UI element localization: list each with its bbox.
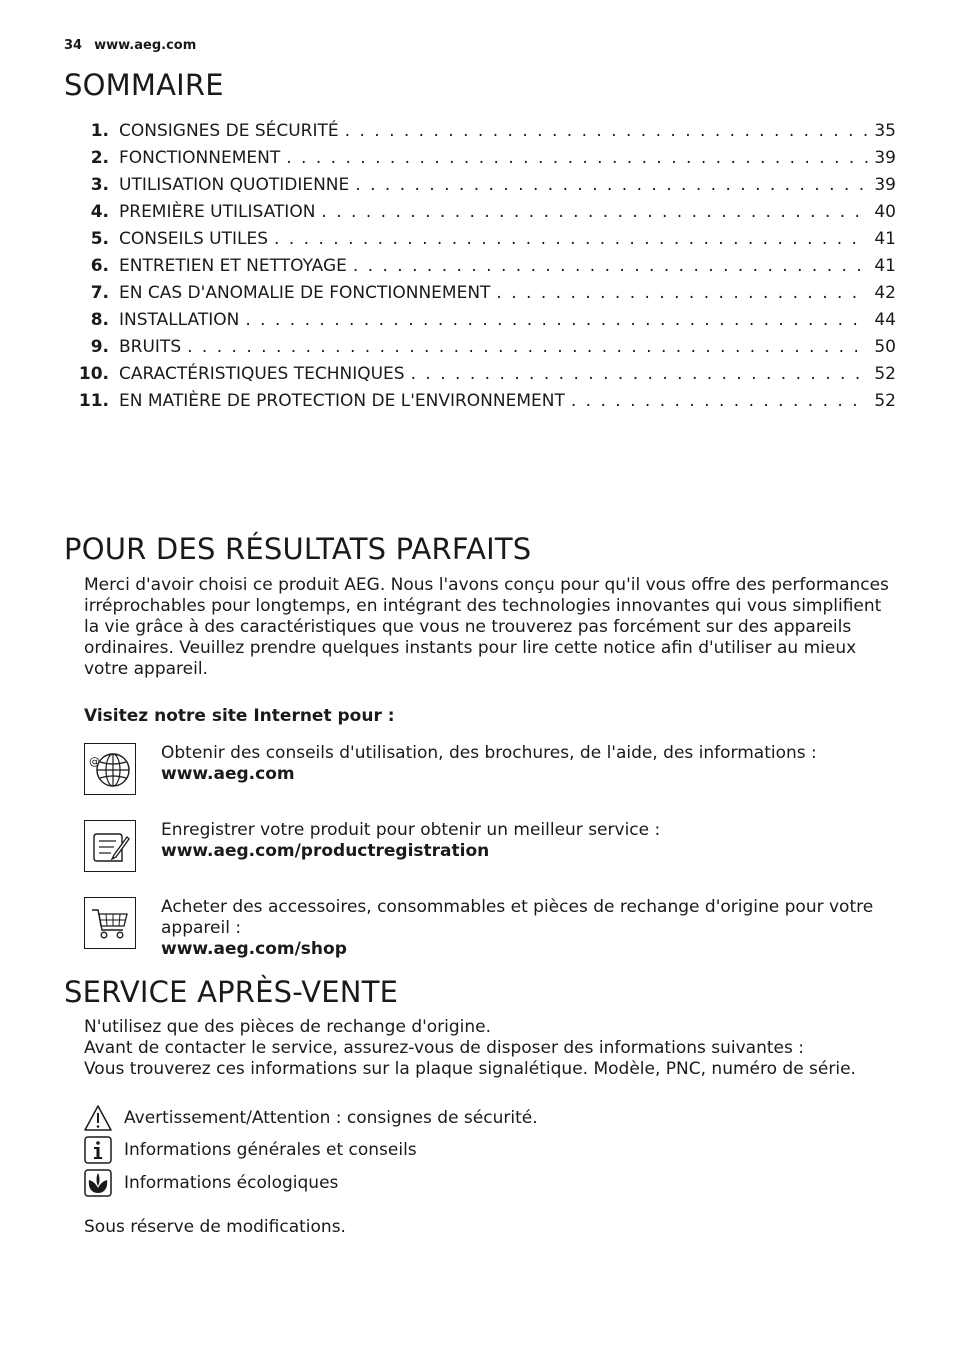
toc-item[interactable] [64,391,896,418]
legend-label: Informations écologiques [124,1173,339,1193]
header-site-link[interactable]: www.aeg.com [94,38,197,53]
toc-item[interactable] [64,175,896,202]
toc-item-title: BRUITS [119,337,182,357]
toc-item-title: PREMIÈRE UTILISATION [119,202,316,222]
toc-item[interactable] [64,229,896,256]
toc-item-number: 6. [90,256,109,276]
service-line: Avant de contacter le service, assurez-vous de disposer des informations suivantes : [84,1038,804,1058]
toc-leader-dots [571,391,868,411]
toc-item-title: ENTRETIEN ET NETTOYAGE [119,256,347,276]
toc-leader-dots [345,121,868,141]
toc-leader-dots [245,310,868,330]
toc-item[interactable] [64,121,896,148]
toc-item[interactable] [64,310,896,337]
weblink-text [161,743,901,785]
toc-heading: SOMMAIRE [64,68,224,102]
toc-item[interactable] [64,256,896,283]
eco-icon [84,1169,112,1197]
weblink-info [84,743,899,799]
legend-label: Informations générales et conseils [124,1140,417,1160]
weblink-text [161,897,901,960]
globe-icon [84,743,136,795]
weblink-text [161,820,901,862]
toc-leader-dots [187,337,868,357]
toc-item-number: 11. [78,391,109,411]
info-icon [84,1136,112,1164]
toc-item[interactable] [64,148,896,175]
results-heading: POUR DES RÉSULTATS PARFAITS [64,532,532,566]
weblink-shop [84,897,899,959]
service-heading: SERVICE APRÈS-VENTE [64,975,399,1009]
visit-label: Visitez notre site Internet pour : [84,706,395,726]
toc-item-number: 7. [90,283,109,303]
page-header [64,38,196,53]
toc-item-title: UTILISATION QUOTIDIENNE [119,175,350,195]
legend-eco [84,1169,784,1199]
toc-item-page: 44 [874,310,896,330]
page-number: 34 [64,38,83,53]
toc-leader-dots [353,256,868,276]
toc-item-number: 5. [90,229,109,249]
svg-text:@: @ [89,755,100,768]
weblink-description: Enregistrer votre produit pour obtenir un meilleur service : [161,820,661,840]
toc-item[interactable] [64,202,896,229]
toc-item-title: EN MATIÈRE DE PROTECTION DE L'ENVIRONNEMENT [119,391,565,411]
toc-leader-dots [321,202,868,222]
toc-item[interactable] [64,283,896,310]
legend-info [84,1136,784,1166]
weblink-description: Acheter des accessoires, consommables et pièces de rechange d'origine pour votre appareil : [161,897,874,938]
toc-item-number: 8. [90,310,109,330]
toc-leader-dots [411,364,868,384]
toc-item-page: 42 [874,283,896,303]
toc-item-page: 52 [874,364,896,384]
toc-leader-dots [355,175,868,195]
toc-item-number: 3. [90,175,109,195]
weblink-registration [84,820,899,876]
toc-leader-dots [496,283,868,303]
table-of-contents [64,121,896,418]
weblink-description: Obtenir des conseils d'utilisation, des brochures, de l'aide, des informations : [161,743,817,763]
weblink-url[interactable]: www.aeg.com/shop [161,939,347,959]
toc-item-title: CARACTÉRISTIQUES TECHNIQUES [119,364,405,384]
weblink-url[interactable]: www.aeg.com [161,764,295,784]
toc-item-title: CONSIGNES DE SÉCURITÉ [119,121,339,141]
weblink-url[interactable]: www.aeg.com/productregistration [161,841,490,861]
legend-label: Avertissement/Attention : consignes de sécurité. [124,1108,538,1128]
toc-leader-dots [286,148,868,168]
toc-item-page: 50 [874,337,896,357]
service-line: N'utilisez que des pièces de rechange d'origine. [84,1017,492,1037]
service-line: Vous trouverez ces informations sur la plaque signalétique. Modèle, PNC, numéro de série. [84,1059,856,1079]
toc-item-page: 39 [874,175,896,195]
toc-item-title: EN CAS D'ANOMALIE DE FONCTIONNEMENT [119,283,491,303]
toc-item-title: FONCTIONNEMENT [119,148,281,168]
legend-warning [84,1104,784,1134]
toc-item-page: 39 [874,148,896,168]
warning-icon [84,1104,112,1132]
toc-item-page: 52 [874,391,896,411]
toc-item-page: 41 [874,256,896,276]
toc-item-number: 2. [90,148,109,168]
registration-icon [84,820,136,872]
toc-item-page: 40 [874,202,896,222]
toc-item-number: 9. [90,337,109,357]
toc-item-title: INSTALLATION [119,310,240,330]
footer-note: Sous réserve de modifications. [84,1217,346,1237]
toc-item-page: 35 [874,121,896,141]
toc-item-number: 1. [90,121,109,141]
toc-leader-dots [274,229,868,249]
toc-item-page: 41 [874,229,896,249]
intro-paragraph: Merci d'avoir choisi ce produit AEG. Nous l'avons conçu pour qu'il vous offre des performances irréprochables pour longtemps, en intégrant des technologies innovantes qui vous simplifient la vie grâce à des caractéristiques que vous ne trouverez pas forcément sur des appareils ordinaires. Veuillez prendre quelques instants pour lire cette notice afin d'utiliser au mieux votre appareil. [84,575,889,679]
toc-item-title: CONSEILS UTILES [119,229,269,249]
cart-icon [84,897,136,949]
toc-item-number: 10. [78,364,109,384]
toc-item[interactable] [64,337,896,364]
service-paragraph [84,1017,899,1080]
toc-item[interactable] [64,364,896,391]
toc-item-number: 4. [90,202,109,222]
